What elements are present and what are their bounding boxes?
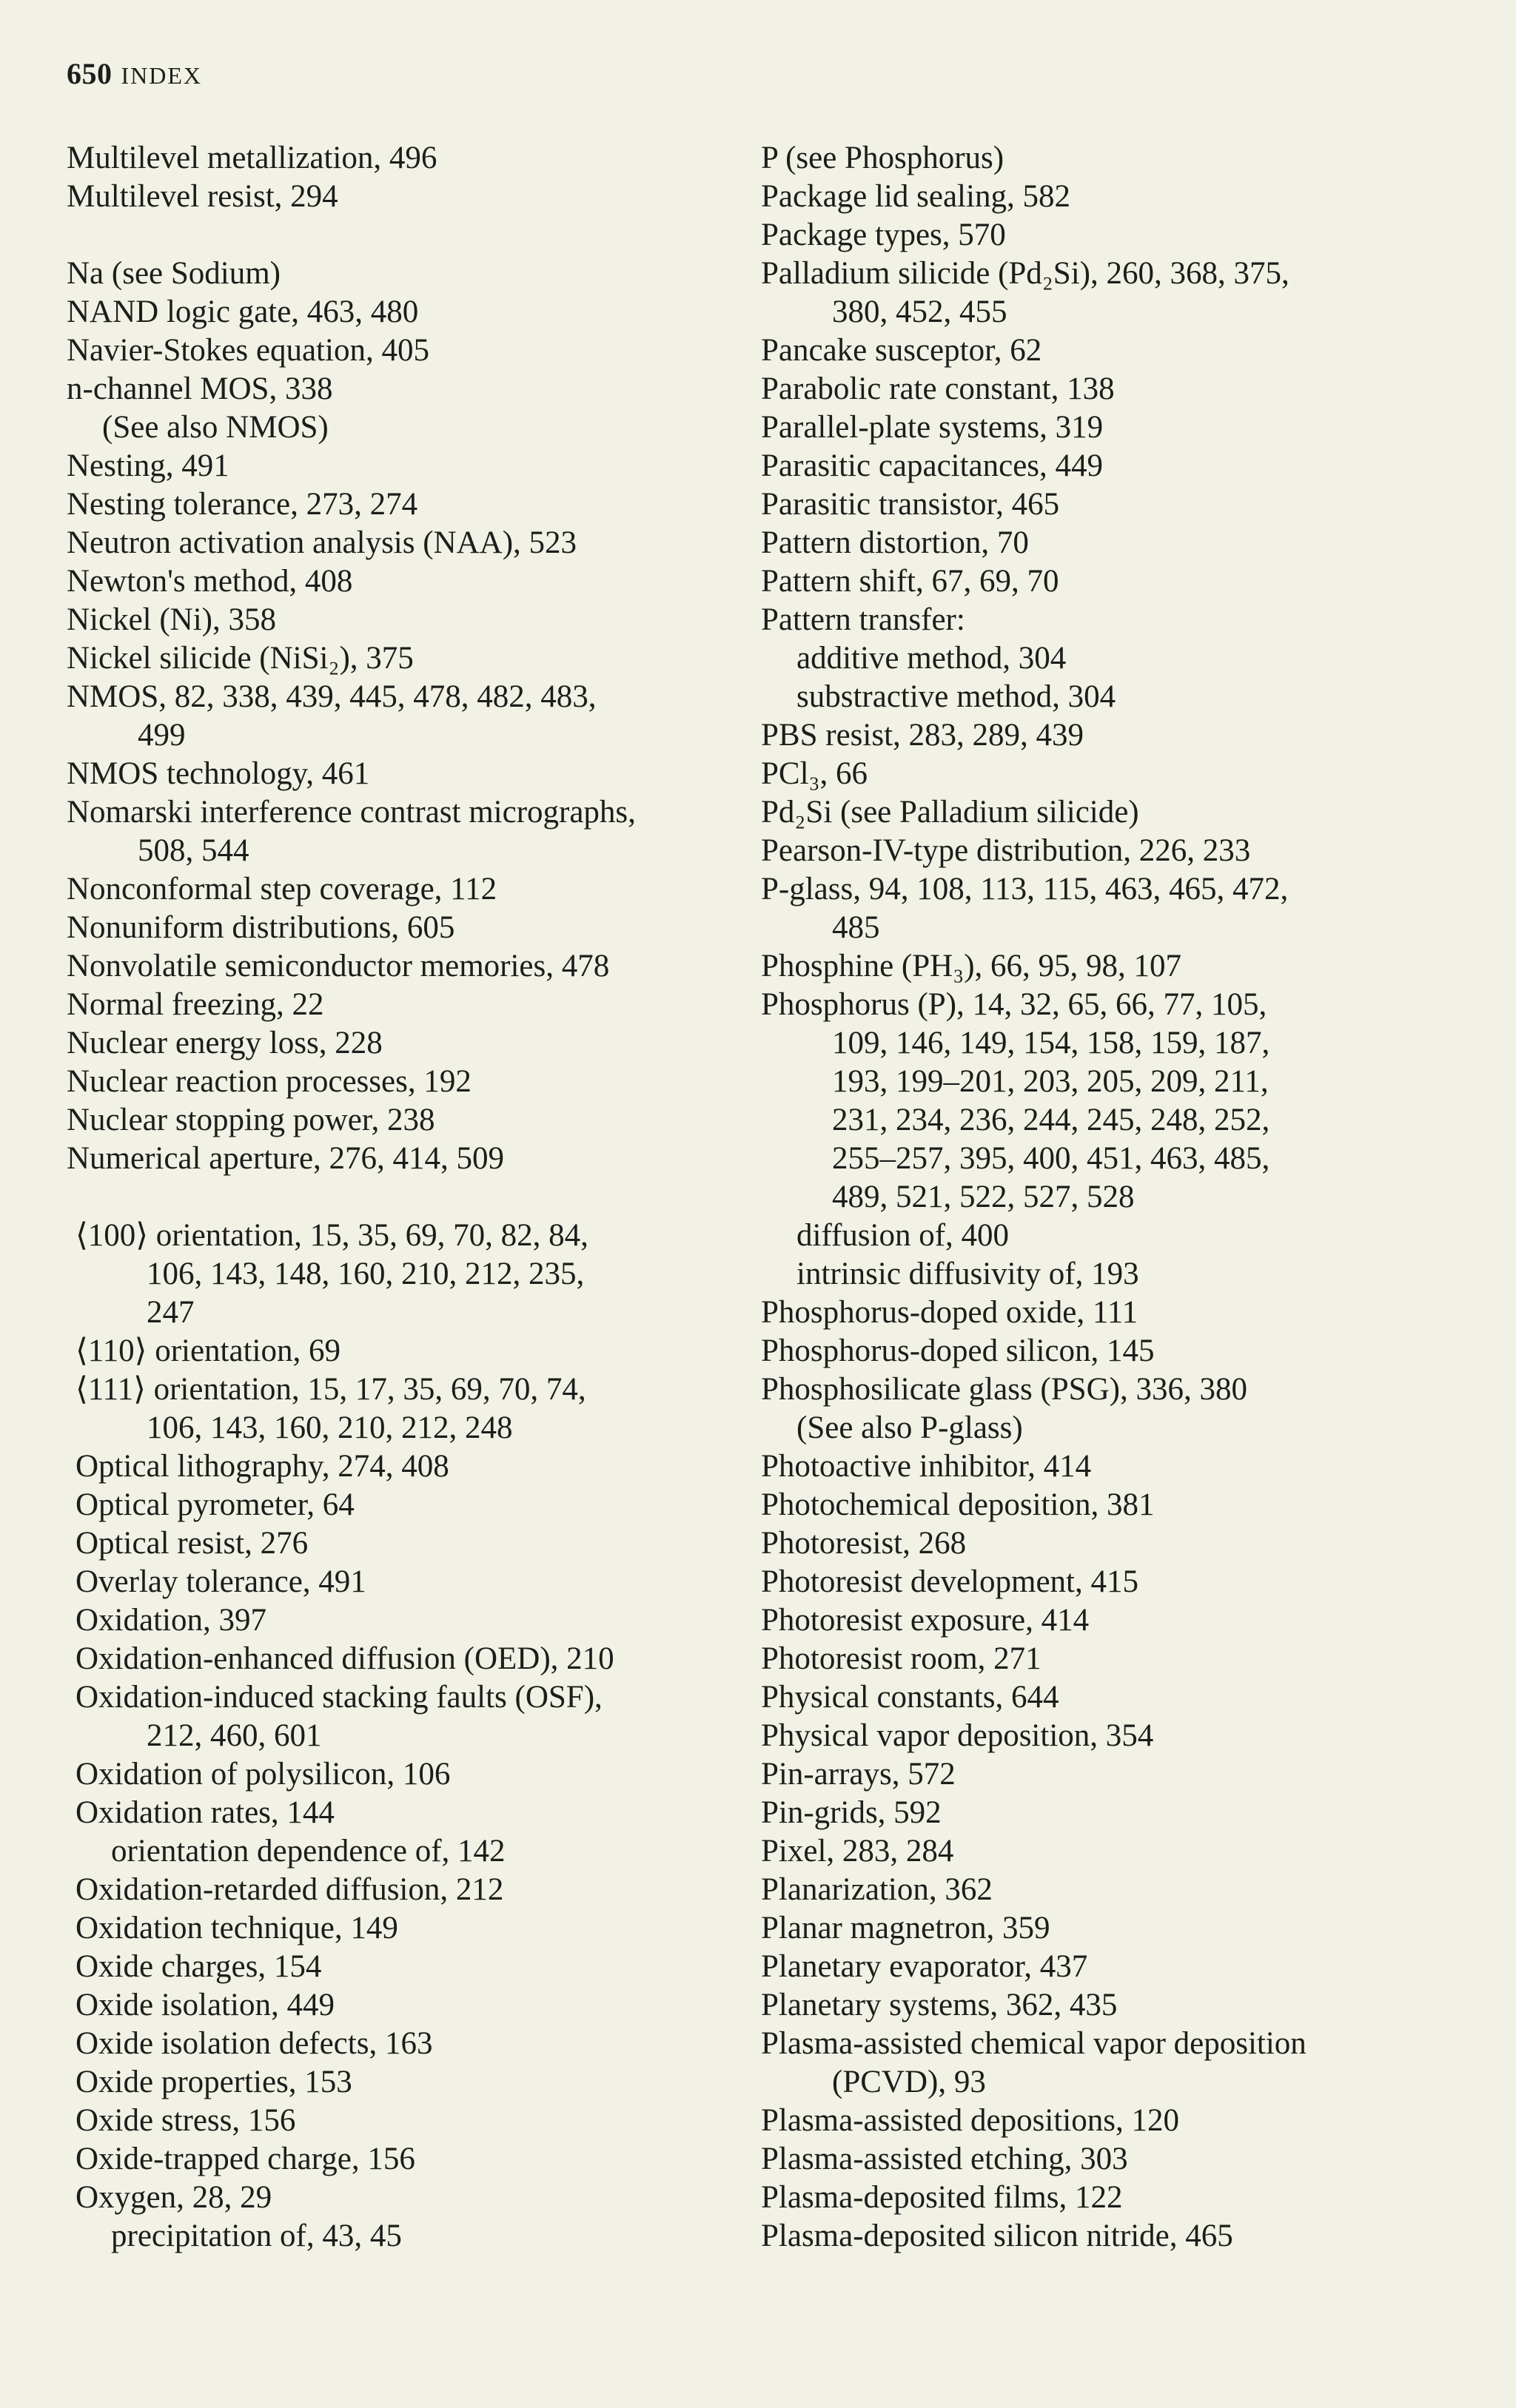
index-entry: Parasitic transistor, 465 — [761, 487, 1060, 522]
index-entry: Physical vapor deposition, 354 — [761, 1718, 1154, 1753]
index-entry: Planarization, 362 — [761, 1872, 993, 1907]
index-entry: n-channel MOS, 338 — [67, 371, 333, 406]
index-entry: Normal freezing, 22 — [67, 987, 324, 1022]
index-entry: Pixel, 283, 284 — [761, 1834, 954, 1869]
index-entry: Oxygen, 28, 29 — [76, 2180, 272, 2215]
index-entry: Phosphosilicate glass (PSG), 336, 380 — [761, 1372, 1247, 1407]
index-subentry: substractive method, 304 — [796, 679, 1116, 714]
index-entry: Plasma-deposited silicon nitride, 465 — [761, 2219, 1233, 2253]
index-entry: Pin-grids, 592 — [761, 1795, 942, 1830]
index-entry: Nuclear energy loss, 228 — [67, 1026, 383, 1060]
index-entry: Na (see Sodium) — [67, 256, 281, 291]
index-entry: NMOS, 82, 338, 439, 445, 478, 482, 483, — [67, 679, 597, 714]
index-entry: ⟨100⟩ orientation, 15, 35, 69, 70, 82, 84, — [76, 1218, 588, 1253]
index-entry: Photoresist exposure, 414 — [761, 1603, 1090, 1638]
index-entry-continuation: 380, 452, 455 — [832, 295, 1007, 329]
index-entry: Nesting tolerance, 273, 274 — [67, 487, 418, 522]
index-entry: Plasma-assisted depositions, 120 — [761, 2103, 1179, 2138]
section-gap — [67, 1178, 755, 1217]
index-subentry: additive method, 304 — [796, 641, 1067, 676]
index-subentry: intrinsic diffusivity of, 193 — [796, 1257, 1139, 1291]
index-entry: Nonconformal step coverage, 112 — [67, 872, 497, 907]
index-entry: Optical pyrometer, 64 — [76, 1487, 355, 1522]
index-entry: Planetary evaporator, 437 — [761, 1949, 1088, 1984]
index-entry: ⟨111⟩ orientation, 15, 17, 35, 69, 70, 74, — [76, 1372, 586, 1407]
index-entry: Pancake susceptor, 62 — [761, 333, 1042, 368]
index-entry: Oxide isolation, 449 — [76, 1988, 335, 2022]
index-entry: Nonuniform distributions, 605 — [67, 910, 455, 945]
index-entry: Optical resist, 276 — [76, 1526, 309, 1561]
index-entry: Pin-arrays, 572 — [761, 1757, 956, 1792]
index-entry: Photoresist room, 271 — [761, 1641, 1042, 1676]
index-entry: Photoresist, 268 — [761, 1526, 967, 1561]
index-entry: Phosphorus-doped oxide, 111 — [761, 1295, 1138, 1330]
index-subentry: precipitation of, 43, 45 — [111, 2219, 402, 2253]
index-entry-continuation: 109, 146, 149, 154, 158, 159, 187, — [832, 1026, 1270, 1060]
index-subentry: (See also P-glass) — [796, 1410, 1023, 1445]
index-entry: Plasma-assisted etching, 303 — [761, 2142, 1128, 2176]
index-entry: P (see Phosphorus) — [761, 141, 1004, 175]
index-entry-continuation: 193, 199–201, 203, 205, 209, 211, — [832, 1064, 1269, 1099]
index-entry: PBS resist, 283, 289, 439 — [761, 718, 1084, 753]
index-entry: Optical lithography, 274, 408 — [76, 1449, 449, 1484]
index-entry: Pattern distortion, 70 — [761, 525, 1029, 560]
index-entry: Oxidation technique, 149 — [76, 1911, 398, 1945]
index-entry: Neutron activation analysis (NAA), 523 — [67, 525, 577, 560]
index-entry: Parasitic capacitances, 449 — [761, 448, 1104, 483]
index-entry-continuation: 499 — [138, 718, 186, 753]
index-entry: Package types, 570 — [761, 218, 1006, 252]
index-entry: Oxide charges, 154 — [76, 1949, 322, 1984]
index-entry: Plasma-assisted chemical vapor deposition — [761, 2026, 1307, 2061]
index-entry-continuation: 489, 521, 522, 527, 528 — [832, 1180, 1135, 1214]
index-entry: Nuclear stopping power, 238 — [67, 1103, 435, 1137]
index-subentry: orientation dependence of, 142 — [111, 1834, 506, 1869]
page-number: 650 — [67, 57, 113, 90]
index-entry: Oxidation, 397 — [76, 1603, 266, 1638]
index-column-right — [761, 139, 1501, 2256]
index-entry: Oxide isolation defects, 163 — [76, 2026, 433, 2061]
index-entry: Plasma-deposited films, 122 — [761, 2180, 1123, 2215]
index-entry-continuation: 247 — [147, 1295, 195, 1330]
index-entry: Navier-Stokes equation, 405 — [67, 333, 429, 368]
index-subentry: (See also NMOS) — [102, 410, 329, 445]
index-entry: Parabolic rate constant, 138 — [761, 371, 1115, 406]
index-entry: Oxidation rates, 144 — [76, 1795, 335, 1830]
index-entry-continuation: 231, 234, 236, 244, 245, 248, 252, — [832, 1103, 1270, 1137]
index-entry: Numerical aperture, 276, 414, 509 — [67, 1141, 505, 1176]
index-entry: PCl₃, 66 — [761, 756, 868, 791]
index-entry: Oxidation-induced stacking faults (OSF), — [76, 1680, 603, 1715]
index-entry: Parallel-plate systems, 319 — [761, 410, 1104, 445]
index-entry: Multilevel resist, 294 — [67, 179, 338, 214]
page-header — [67, 56, 202, 91]
index-entry: Nesting, 491 — [67, 448, 229, 483]
section-gap — [67, 216, 755, 255]
index-entry: Photochemical deposition, 381 — [761, 1487, 1155, 1522]
index-entry: Package lid sealing, 582 — [761, 179, 1070, 214]
index-entry: Oxidation-retarded diffusion, 212 — [76, 1872, 504, 1907]
index-entry: Oxidation-enhanced diffusion (OED), 210 — [76, 1641, 614, 1676]
index-subentry: diffusion of, 400 — [796, 1218, 1010, 1253]
index-entry: Oxidation of polysilicon, 106 — [76, 1757, 451, 1792]
index-entry: P-glass, 94, 108, 113, 115, 463, 465, 472, — [761, 872, 1289, 907]
index-entry: Newton's method, 408 — [67, 564, 353, 599]
running-head: INDEX — [121, 62, 203, 89]
index-entry: Multilevel metallization, 496 — [67, 141, 437, 175]
index-entry: Photoactive inhibitor, 414 — [761, 1449, 1092, 1484]
index-entry: Nuclear reaction processes, 192 — [67, 1064, 472, 1099]
index-entry-continuation: 106, 143, 160, 210, 212, 248 — [147, 1410, 513, 1445]
index-column-left — [67, 139, 755, 2256]
index-entry: Physical constants, 644 — [761, 1680, 1059, 1715]
index-entry: Planar magnetron, 359 — [761, 1911, 1050, 1945]
index-entry: Phosphorus-doped silicon, 145 — [761, 1334, 1155, 1368]
index-entry-continuation: 212, 460, 601 — [147, 1718, 322, 1753]
index-entry: Palladium silicide (Pd₂Si), 260, 368, 375, — [761, 256, 1289, 291]
index-entry: Phosphine (PH₃), 66, 95, 98, 107 — [761, 949, 1182, 983]
index-entry: Pd₂Si (see Palladium silicide) — [761, 795, 1139, 830]
index-entry: Pattern shift, 67, 69, 70 — [761, 564, 1059, 599]
index-entry: Pattern transfer: — [761, 602, 965, 637]
index-entry: NAND logic gate, 463, 480 — [67, 295, 419, 329]
index-entry: Photoresist development, 415 — [761, 1564, 1138, 1599]
index-entry: Oxide-trapped charge, 156 — [76, 2142, 415, 2176]
index-entry: ⟨110⟩ orientation, 69 — [76, 1334, 341, 1368]
index-entry-continuation: 508, 544 — [138, 833, 249, 868]
index-entry: NMOS technology, 461 — [67, 756, 370, 791]
index-entry: Nickel silicide (NiSi₂), 375 — [67, 641, 414, 676]
index-entry: Nickel (Ni), 358 — [67, 602, 277, 637]
index-entry-continuation: 106, 143, 148, 160, 210, 212, 235, — [147, 1257, 585, 1291]
index-entry: Pearson-IV-type distribution, 226, 233 — [761, 833, 1251, 868]
index-entry: Overlay tolerance, 491 — [76, 1564, 366, 1599]
index-entry-continuation: 255–257, 395, 400, 451, 463, 485, — [832, 1141, 1270, 1176]
index-entry: Oxide stress, 156 — [76, 2103, 296, 2138]
index-entry: Nomarski interference contrast micrographs, — [67, 795, 636, 830]
index-entry: Phosphorus (P), 14, 32, 65, 66, 77, 105, — [761, 987, 1267, 1022]
index-entry: Planetary systems, 362, 435 — [761, 1988, 1118, 2022]
index-entry: Nonvolatile semiconductor memories, 478 — [67, 949, 610, 983]
index-entry-continuation: (PCVD), 93 — [832, 2065, 986, 2099]
index-entry: Oxide properties, 153 — [76, 2065, 352, 2099]
index-entry-continuation: 485 — [832, 910, 880, 945]
